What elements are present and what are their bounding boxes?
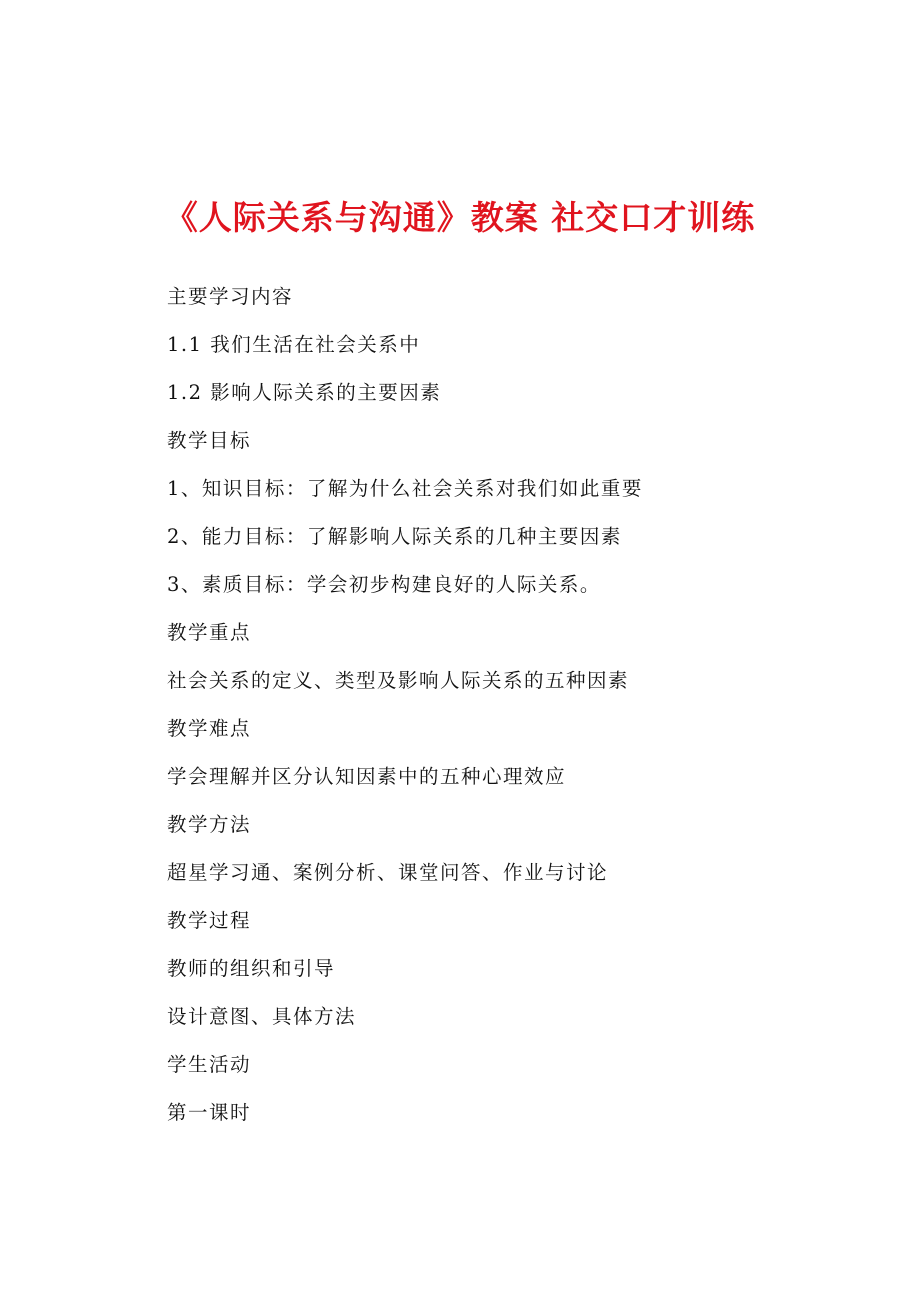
content-item-1-1: 1.1 我们生活在社会关系中: [167, 333, 421, 356]
document-title: 《人际关系与沟通》教案 社交口才训练: [164, 198, 756, 237]
objective-knowledge: 1、知识目标：了解为什么社会关系对我们如此重要: [167, 477, 643, 500]
process-teacher-guidance: 教师的组织和引导: [167, 957, 336, 980]
process-design-intent: 设计意图、具体方法: [167, 1005, 357, 1028]
section-heading-methods: 教学方法: [167, 813, 252, 836]
content-item-1-2: 1.2 影响人际关系的主要因素: [167, 381, 442, 404]
section-heading-key-points: 教学重点: [167, 621, 252, 644]
section-heading-difficulties: 教学难点: [167, 717, 252, 740]
section-heading-process: 教学过程: [167, 909, 252, 932]
difficulties-text: 学会理解并区分认知因素中的五种心理效应: [167, 765, 567, 788]
section-heading-main-content: 主要学习内容: [167, 285, 294, 308]
process-student-activity: 学生活动: [167, 1053, 252, 1076]
objective-ability: 2、能力目标：了解影响人际关系的几种主要因素: [167, 525, 622, 548]
first-lesson-heading: 第一课时: [167, 1101, 252, 1124]
methods-text: 超星学习通、案例分析、课堂问答、作业与讨论: [167, 861, 609, 884]
objective-quality: 3、素质目标：学会初步构建良好的人际关系。: [167, 573, 601, 596]
key-points-text: 社会关系的定义、类型及影响人际关系的五种因素: [167, 669, 630, 692]
section-heading-objectives: 教学目标: [167, 429, 252, 452]
